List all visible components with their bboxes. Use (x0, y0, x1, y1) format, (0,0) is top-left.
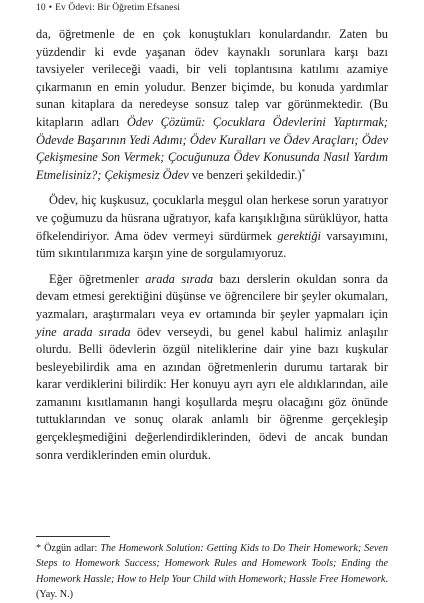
footnote-text-b: . (Yay. N.) (36, 573, 388, 601)
footnote-text-a: Özgün adlar: (41, 543, 101, 554)
paragraph-1-book-titles: Ödev Çözümü: Çocuklara Ödevlerini Yaptırmak; Ödevde Başarının Yedi Adımı; Ödev Kuralları ve Ödev Araçları; Ödev Çekişmesine Son Vermek; Çocuğunuza Ödev Konusunda Nasıl Yardım Etmelisiniz?; Çekişmesiz Ödev (36, 114, 388, 182)
paragraph-3-text-b: bazı derslerin okuldan sonra da devam etmesi gerektiğini düşünse ve öğrencilere bir şeyler okumaları, yazmaları, araştırmaları veya ev ortamında bir şeyler yapmaları için (36, 271, 388, 321)
paragraph-1-text-b: ve benzeri şekildedir.) (188, 167, 302, 182)
header-separator: • (48, 3, 53, 13)
paragraph-3-emphasis-1: arada sırada (145, 271, 214, 286)
footnote-original-titles: The Homework Solution: Getting Kids to Do Their Homework; Seven Steps to Homework Success; Homework Rules and Homework Tools; Ending the Homework Hassle; How to Help Your Child with Homework; Hassle Free Homework (36, 543, 388, 585)
page-number: 10 (36, 3, 46, 13)
paragraph-3-emphasis-2: yine arada sırada (36, 324, 131, 339)
book-page (36, 0, 388, 600)
body-text (36, 26, 388, 464)
paragraph-2-text-a: Ödev, hiç kuşkusuz, çocuklarla meşgul olan herkese sorun yaratıyor ve çoğumuzu da hüsrana uğratıyor, kafa karışıklığına sürüklüyor, hatta öfkelendiriyor. Ama ödev vermeyi sürdürmek (36, 193, 388, 243)
paragraph-2-text-b: varsayımını, tüm sıkıntılarımıza karşın yine de sorgulamıyoruz. (36, 228, 389, 261)
paragraph-1-text-a: da, öğretmenle de en çok konuştukları konulardandır. Zaten bu yüzdendir ki evde yaşanan ödev kaynaklı sorunlara karşı bazı tavsiyeler verileceği vaadi, bir veli toplantısına katılımı azamiye çıkarmanın en emin yoludur. Benzer biçimde, bu konuda yardımlar sunan kitaplara da neredeyse sonsuz talep var görünmektedir. (Bu kitapların adları (36, 27, 388, 129)
footnote (36, 541, 388, 603)
footnote-mark: * (36, 543, 42, 554)
footnote-divider (36, 536, 110, 537)
paragraph-2 (36, 192, 388, 262)
book-title: Ev Ödevi: Bir Öğretim Efsanesi (55, 3, 181, 13)
running-head (36, 3, 180, 13)
paragraph-2-emphasis: gerektiği (277, 228, 321, 243)
footnote-reference: * (301, 167, 306, 176)
paragraph-3-text-c: ödev verseydi, bu genel kabul halimiz anlaşılır olurdu. Belli ödevlerin özgül niteliklerine dair yine bazı kuşkular besleyebilirdik ama en azından öğretmenlerin durumu tartarak bir karar verdiklerini bilirdik: Her konuyu ayrı ayrı ele aldıklarından, aile zamanını kısıtlamanın hangi koşullarda meşru olacağını göz önünde tuttuklarından ve sonuç olarak anlamlı bir öğrenme gerçekleşip gerçekleşmediğini değerlendirdiklerinden, ödevi de ancak bundan sonra verdiklerinden emin olurduk. (36, 324, 389, 462)
paragraph-3-text-a: Eğer öğretmenler (49, 271, 146, 286)
paragraph-1 (36, 26, 388, 184)
paragraph-3 (36, 271, 388, 465)
